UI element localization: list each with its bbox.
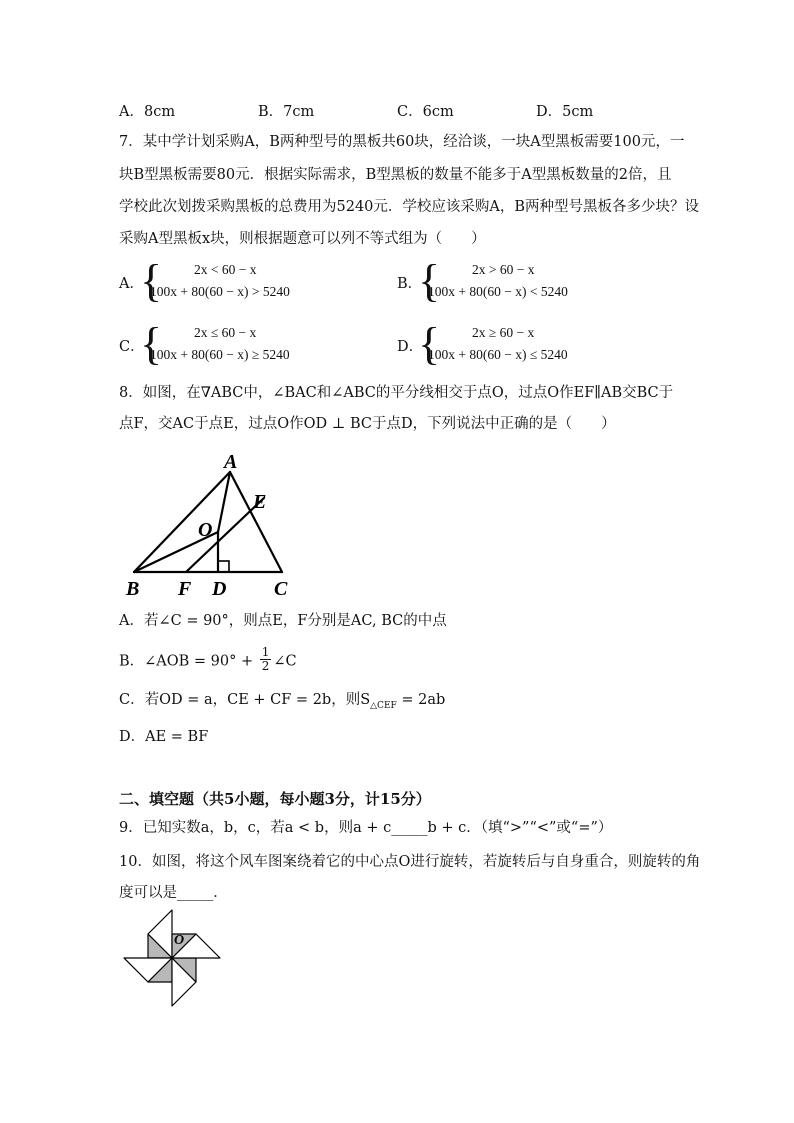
q7-stem-line3: 学校此次划拨采购黑板的总费用为5240元．学校应该采购A，B两种型号黑板各多少块？设 xyxy=(119,199,700,215)
q7-option-a-ineq1: 2x < 60 − x xyxy=(194,262,257,277)
q10-stem-line2 xyxy=(119,883,228,903)
q9-text-before: 9．已知实数a，b，c，若a < b，则a + c xyxy=(119,820,392,836)
q8-label-o: O xyxy=(198,519,213,541)
q7-option-c-label: C． xyxy=(119,339,145,355)
q8-option-c xyxy=(119,690,445,716)
q7-option-a-brace: { xyxy=(140,255,163,306)
q7-option-c-ineq2: 100x + 80(60 − x) ≥ 5240 xyxy=(150,347,290,362)
q7-option-b-brace: { xyxy=(418,255,441,306)
q9-answer-blank[interactable]: _____ xyxy=(391,820,428,836)
q8-stem-line2: 点F，交AC于点E，过点O作OD ⊥ BC于点D，下列说法中正确的是（ ） xyxy=(119,416,616,432)
q10-answer-blank[interactable]: _____ xyxy=(177,885,214,901)
q8-option-b xyxy=(119,645,297,675)
q7-option-a-ineq2: 100x + 80(60 − x) > 5240 xyxy=(150,284,290,299)
q8-label-b: B xyxy=(126,578,140,600)
q6-option-b: B．7cm xyxy=(258,104,315,120)
q7-stem-line1: 7．某中学计划采购A，B两种型号的黑板共60块，经洽谈，一块A型黑板需要100元，一 xyxy=(119,134,685,150)
q8-label-a: A xyxy=(224,452,238,473)
q8-option-b-denominator: 2 xyxy=(261,659,270,673)
q7-option-c-brace: { xyxy=(140,318,163,369)
q8-option-a: A．若∠C = 90°，则点E，F分别是AC, BC的中点 xyxy=(119,613,447,629)
q6-option-d: D．5cm xyxy=(536,104,594,120)
q7-option-b-label: B． xyxy=(397,276,423,292)
q8-label-e: E xyxy=(253,491,267,513)
q10-text: 度可以是 xyxy=(119,885,177,901)
q7-option-d-brace: { xyxy=(418,318,441,369)
q9-question xyxy=(119,818,612,838)
q7-option-b-ineq1: 2x > 60 − x xyxy=(472,262,535,277)
q8-triangle-figure xyxy=(118,452,318,602)
section2-heading: 二、填空题（共5小题，每小题3分，计15分） xyxy=(119,790,431,808)
q8-label-f: F xyxy=(178,578,192,600)
q8-option-b-fraction xyxy=(260,646,272,673)
q8-stem-line1: 8．如图，在∇ABC中，∠BAC和∠ABC的平分线相交于点O，过点O作EF∥AB交BC于 xyxy=(119,385,674,401)
q7-option-d-label: D． xyxy=(397,339,424,355)
q8-option-b-suffix: ∠C xyxy=(273,653,297,670)
q8-option-c-prefix: C．若OD = a，CE + CF = 2b，则S xyxy=(119,692,371,708)
q7-option-b-ineq2: 100x + 80(60 − x) < 5240 xyxy=(428,284,568,299)
q6-option-a: A．8cm xyxy=(119,104,176,120)
q7-option-d-ineq1: 2x ≥ 60 − x xyxy=(472,325,535,340)
q8-label-c: C xyxy=(274,578,288,600)
q7-option-a-label: A． xyxy=(119,276,144,292)
q10-text-end: ． xyxy=(213,885,228,901)
q10-pinwheel-figure xyxy=(118,906,228,1012)
q7-option-c-ineq1: 2x ≤ 60 − x xyxy=(194,325,257,340)
q9-text-after: b + c．（填“>”“<”或“=”） xyxy=(427,820,613,836)
q10-label-o: O xyxy=(174,933,185,948)
q6-option-c: C．6cm xyxy=(397,104,454,120)
q8-option-c-sub: △CEF xyxy=(370,700,397,711)
q7-stem-line2: 块B型黑板需要80元．根据实际需求，B型黑板的数量不能多于A型黑板数量的2倍，且 xyxy=(119,167,672,183)
q8-option-b-numerator: 1 xyxy=(261,645,270,659)
q7-option-d-ineq2: 100x + 80(60 − x) ≤ 5240 xyxy=(428,347,568,362)
q10-stem-line1: 10．如图，将这个风车图案绕着它的中心点O进行旋转，若旋转后与自身重合，则旋转的角 xyxy=(119,854,701,870)
q8-option-c-suffix: = 2ab xyxy=(396,692,446,708)
q7-stem-line4: 采购A型黑板x块，则根据题意可以列不等式组为（ ） xyxy=(119,231,486,247)
q8-option-d: D．AE = BF xyxy=(119,729,209,745)
q8-option-b-prefix: B．∠AOB = 90° + xyxy=(119,653,254,670)
q8-label-d: D xyxy=(212,578,227,600)
